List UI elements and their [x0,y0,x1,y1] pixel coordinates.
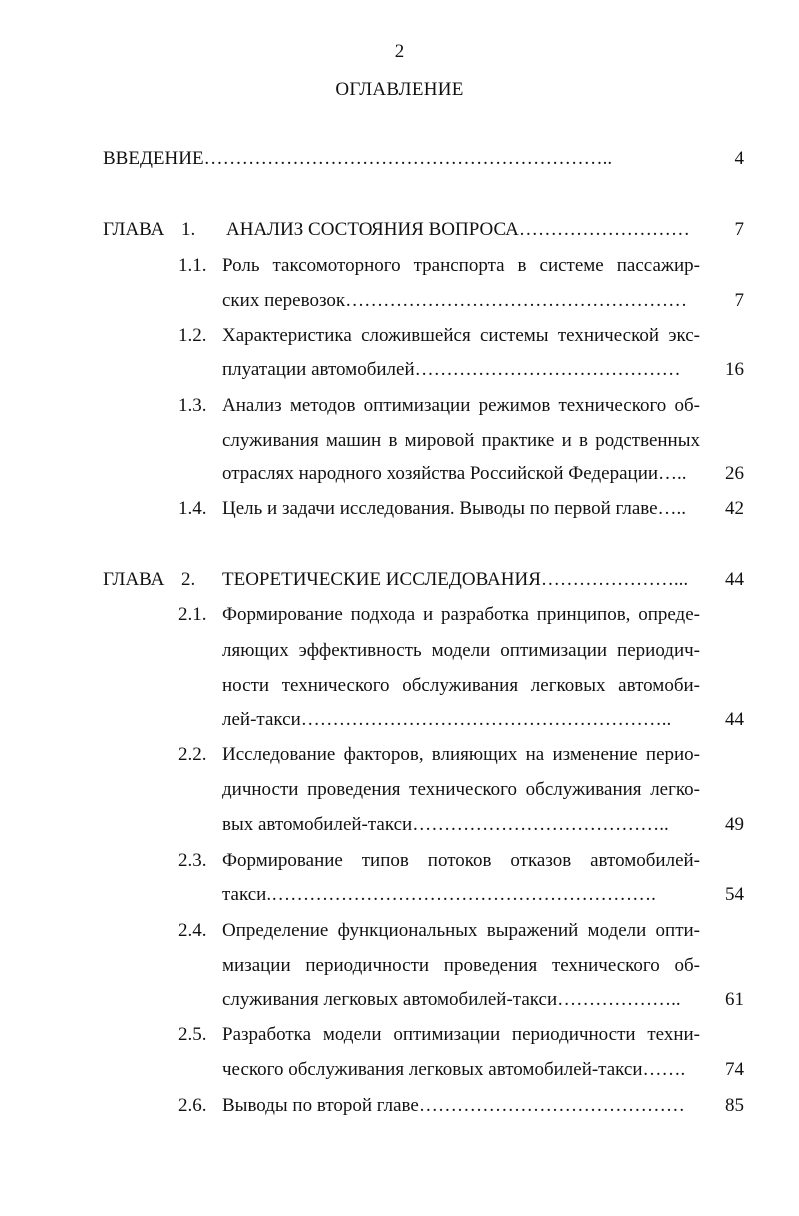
section-number: 1.3. [178,395,207,416]
section-title-line: дичности проведения технического обслуживания легко- [222,779,700,800]
section-page: 26 [725,463,744,484]
section-title-line: Определение функциональных выражений модели опти- [222,920,700,941]
section-leader: ….. [658,463,687,484]
section-leader: ……………….. [557,989,681,1010]
section-title-line: мизации периодичности проведения технического об- [222,955,700,976]
section-page: 16 [725,359,744,380]
section-number: 2.4. [178,920,207,941]
section-title-line: Выводы по второй главе [222,1095,419,1116]
section-title-line: ских перевозок [222,290,346,311]
chapter-1-leader: ……………………… [518,219,690,240]
section-page: 42 [725,498,744,519]
section-number: 2.1. [178,604,207,625]
section-title-line: отраслях народного хозяйства Российской Федерации [222,463,659,484]
section-page: 61 [725,989,744,1010]
section-title-line: Анализ методов оптимизации режимов технического об- [222,395,700,416]
section-leader: ……………………………………………… [345,290,688,311]
section-number: 2.6. [178,1095,207,1116]
chapter-1-page: 7 [734,219,744,240]
section-leader: .……………………………………………………. [266,884,656,905]
section-title-line: ческого обслуживания легковых автомобилей-такси [222,1059,643,1080]
section-number: 1.1. [178,255,207,276]
section-page: 54 [725,884,744,905]
section-leader: ………………………………….. [412,814,669,835]
section-leader: ……. [642,1059,686,1080]
section-leader: …………………………………… [414,359,681,380]
section-title-line: лей-такси [222,709,301,730]
section-page: 44 [725,709,744,730]
chapter-2-number: 2. [181,569,196,590]
chapter-1-prefix: ГЛАВА [103,219,165,240]
chapter-2-prefix: ГЛАВА [103,569,165,590]
section-leader: ………………………………………………….. [300,709,672,730]
section-title-line: Исследование факторов, влияющих на изменение перио- [222,744,700,765]
section-leader: ….. [657,498,687,519]
section-page: 85 [725,1095,744,1116]
section-title-line: служивания машин в мировой практике и в родственных [222,430,700,451]
section-title-line: такси [222,884,267,905]
intro-label: ВВЕДЕНИЕ [103,148,204,169]
section-page: 49 [725,814,744,835]
section-number: 2.3. [178,850,207,871]
intro-leader: ……………………………………………………….. [203,148,613,169]
section-title-line: Формирование подхода и разработка принципов, опреде- [222,604,700,625]
chapter-2-leader: …………………... [540,569,689,590]
section-leader: …………………………………… [418,1095,685,1116]
section-title-line: служивания легковых автомобилей-такси [222,989,558,1010]
toc-title: ОГЛАВЛЕНИЕ [335,79,464,100]
section-title-line: ности технического обслуживания легковых автомоби- [222,675,700,696]
section-page: 7 [734,290,744,311]
section-title-line: Цель и задачи исследования. Выводы по первой главе [222,498,658,519]
section-title-line: вых автомобилей-такси [222,814,413,835]
section-title-line: Характеристика сложившейся системы технической экс- [222,325,700,346]
section-title-line: плуатации автомобилей [222,359,415,380]
page-number: 2 [394,41,405,62]
section-number: 1.4. [178,498,207,519]
section-title-line: Разработка модели оптимизации периодичности техни- [222,1024,700,1045]
section-number: 1.2. [178,325,207,346]
chapter-2-page: 44 [725,569,744,590]
section-title-line: Роль таксомоторного транспорта в системе пассажир- [222,255,700,276]
section-number: 2.2. [178,744,207,765]
intro-page: 4 [734,148,744,169]
section-title-line: ляющих эффективность модели оптимизации периодич- [222,640,700,661]
section-page: 74 [725,1059,744,1080]
chapter-2-title: ТЕОРЕТИЧЕСКИЕ ИССЛЕДОВАНИЯ [222,569,541,590]
section-title-line: Формирование типов потоков отказов автомобилей- [222,850,700,871]
chapter-1-number: 1. [181,219,196,240]
section-number: 2.5. [178,1024,207,1045]
chapter-1-title: АНАЛИЗ СОСТОЯНИЯ ВОПРОСА [226,219,519,240]
